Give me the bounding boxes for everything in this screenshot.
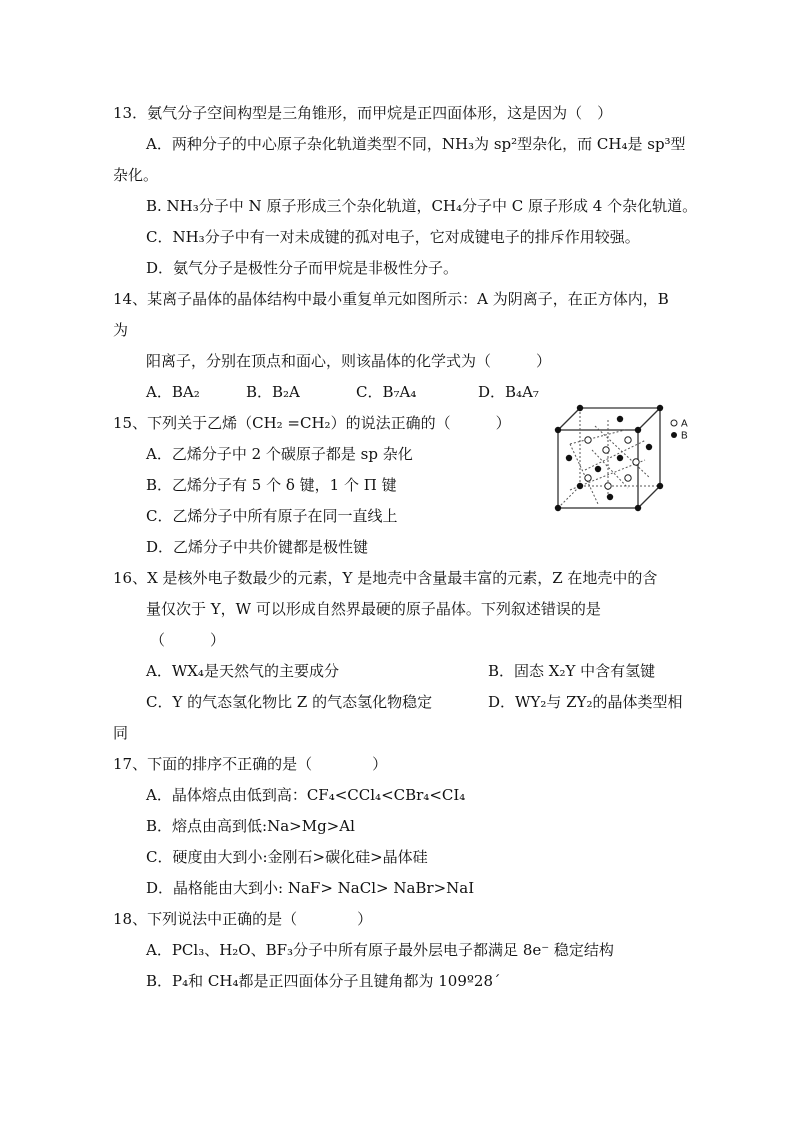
b-ion: [595, 466, 601, 472]
b-ion: [617, 416, 623, 422]
q18-option-b: B．P₄和 CH₄都是正四面体分子且键角都为 109º28ˊ: [146, 972, 501, 990]
q14-stem: 14、某离子晶体的晶体结构中最小重复单元如图所示：A 为阴离子，在正方体内，B: [113, 290, 669, 308]
q14-stem-cont: 为: [113, 321, 129, 339]
q13-option-b: B. NH₃分子中 N 原子形成三个杂化轨道，CH₄分子中 C 原子形成 4 个杂化轨道。: [146, 197, 698, 215]
b-ion: [555, 505, 561, 511]
q14-option-a: A．BA₂: [146, 383, 200, 401]
b-ion: [566, 455, 572, 461]
q17-stem: 17、下面的排序不正确的是（ ）: [113, 755, 388, 773]
q18-option-a: A．PCl₃、H₂O、BF₃分子中所有原子最外层电子都满足 8e⁻ 稳定结构: [146, 941, 614, 959]
b-ion: [635, 427, 641, 433]
b-ion: [555, 427, 561, 433]
a-ion: [585, 437, 591, 443]
q14-option-c: C．B₇A₄: [356, 383, 417, 401]
q17-option-b: B．熔点由高到低:Na>Mg>Al: [146, 817, 355, 835]
q16-option-c: C．Y 的气态氢化物比 Z 的气态氢化物稳定: [146, 693, 433, 711]
a-ion: [603, 447, 609, 453]
crystal-unit-cell-figure: [550, 400, 700, 515]
q16-stem-cont2: （ ）: [150, 631, 226, 649]
q15-option-a: A．乙烯分子中 2 个碳原子都是 sp 杂化: [146, 445, 413, 463]
q18-stem: 18、下列说法中正确的是（ ）: [113, 910, 373, 928]
q17-option-c: C．硬度由大到小:金刚石>碳化硅>晶体硅: [146, 848, 428, 866]
b-ion: [607, 494, 613, 500]
q16-stem: 16、X 是核外电子数最少的元素，Y 是地壳中含量最丰富的元素，Z 在地壳中的含: [113, 569, 658, 587]
b-ion: [617, 455, 623, 461]
q13-option-c: C．NH₃分子中有一对未成键的孤对电子，它对成键电子的排斥作用较强。: [146, 228, 640, 246]
q17-option-a: A．晶体熔点由低到高：CF₄<CCl₄<CBr₄<CI₄: [146, 786, 466, 804]
q13-stem: 13．氨气分子空间构型是三角锥形，而甲烷是正四面体形，这是因为（ ）: [113, 104, 613, 122]
q16-option-d: D．WY₂与 ZY₂的晶体类型相: [488, 693, 683, 711]
q14-option-b: B．B₂A: [246, 383, 300, 401]
q16-stem-cont: 量仅次于 Y，W 可以形成自然界最硬的原子晶体。下列叙述错误的是: [146, 600, 601, 618]
q13-option-a: A．两种分子的中心原子杂化轨道类型不同，NH₃为 sp²型杂化，而 CH₄是 sp³型: [146, 135, 686, 153]
q15-option-b: B．乙烯分子有 5 个 δ 键，1 个 Π 键: [146, 476, 397, 494]
q15-option-c: C．乙烯分子中所有原子在同一直线上: [146, 507, 398, 525]
a-ion: [585, 475, 591, 481]
legend-b-marker: [671, 432, 677, 438]
q14-stem-cont2: 阳离子，分别在顶点和面心，则该晶体的化学式为（ ）: [146, 352, 552, 370]
figure-legend: [671, 419, 688, 442]
q17-option-d: D．晶格能由大到小: NaF> NaCl> NaBr>NaI: [146, 879, 475, 897]
b-ion: [657, 405, 663, 411]
a-ion: [633, 459, 639, 465]
a-ion: [625, 437, 631, 443]
b-ion: [577, 483, 583, 489]
b-ion: [646, 444, 652, 450]
q15-stem: 15、下列关于乙烯（CH₂ =CH₂）的说法正确的（ ）: [113, 414, 511, 432]
q15-option-d: D．乙烯分子中共价键都是极性键: [146, 538, 369, 556]
b-ion: [657, 483, 663, 489]
a-ion: [605, 483, 611, 489]
q16-option-a: A．WX₄是天然气的主要成分: [146, 662, 339, 680]
q13-option-d: D．氨气分子是极性分子而甲烷是非极性分子。: [146, 259, 459, 277]
legend-a-label: A: [681, 418, 688, 430]
b-ion: [635, 505, 641, 511]
q14-option-d: D．B₄A₇: [478, 383, 539, 401]
q13-option-a-cont: 杂化。: [113, 166, 159, 184]
q16-option-d-cont: 同: [113, 724, 129, 742]
b-ion: [577, 405, 583, 411]
q16-option-b: B．固态 X₂Y 中含有氢键: [488, 662, 656, 680]
legend-b-label: B: [681, 430, 688, 442]
a-ion: [625, 475, 631, 481]
legend-a-marker: [671, 420, 677, 426]
